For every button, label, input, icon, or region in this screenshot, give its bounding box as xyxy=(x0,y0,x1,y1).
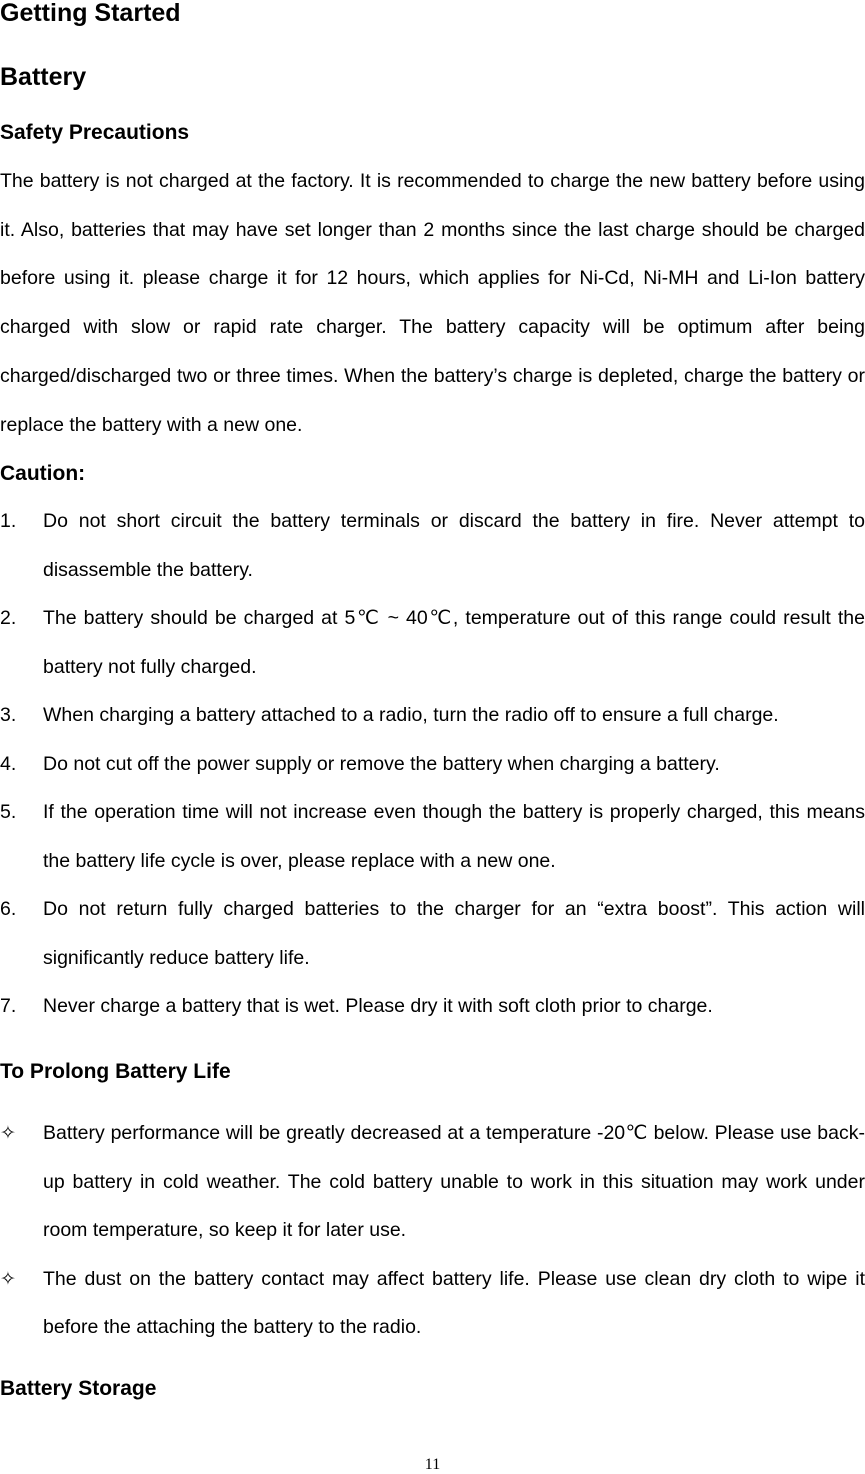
item-number: 4. xyxy=(0,752,17,775)
item-number: 2. xyxy=(0,607,17,629)
section-title: Battery xyxy=(0,63,87,91)
item-number: 1. xyxy=(0,510,17,532)
caution-list xyxy=(0,497,865,1031)
prolong-heading: To Prolong Battery Life xyxy=(0,1060,231,1083)
diamond-star-icon: ✧ xyxy=(0,1267,16,1290)
page-title: Getting Started xyxy=(0,0,181,27)
caution-heading: Caution: xyxy=(0,462,86,485)
item-text: Never charge a battery that is wet. Please dry it with soft cloth prior to charge. xyxy=(43,995,713,1017)
item-number: 6. xyxy=(0,898,17,920)
caution-item xyxy=(0,594,865,691)
prolong-item xyxy=(0,1255,865,1352)
caution-item xyxy=(0,885,865,982)
item-text: Do not short circuit the battery terminals or discard the battery in fire. Never attempt to disassemble the battery. xyxy=(43,510,865,581)
item-text: When charging a battery attached to a radio, turn the radio off to ensure a full charge. xyxy=(43,704,779,726)
item-text: Do not cut off the power supply or remove the battery when charging a battery. xyxy=(43,752,720,775)
item-number: 3. xyxy=(0,704,17,726)
item-text: Do not return fully charged batteries to the charger for an “extra boost”. This action will significantly reduce battery life. xyxy=(43,898,865,969)
item-number: 7. xyxy=(0,995,17,1017)
item-number: 5. xyxy=(0,801,17,823)
item-text: The dust on the battery contact may affect battery life. Please use clean dry cloth to wipe it before the attaching the battery to the radio. xyxy=(43,1267,865,1338)
page-number: 11 xyxy=(424,1456,441,1473)
caution-item xyxy=(0,788,865,885)
caution-item xyxy=(0,691,865,740)
item-text: Battery performance will be greatly decreased at a temperature -20℃ below. Please use back-up battery in cold weather. The cold battery unable to work in this situation may work under room temperature, so keep it for later use. xyxy=(43,1122,865,1241)
caution-item xyxy=(0,497,865,594)
safety-paragraph: The battery is not charged at the factory. It is recommended to charge the new battery before using it. Also, batteries that may have set longer than 2 months since the last charge should be charged before using it. please charge it for 12 hours, which applies for Ni-Cd, Ni-MH and Li-Ion battery charged with slow or rapid rate charger. The battery capacity will be optimum after being charged/discharged two or three times. When the battery’s charge is depleted, charge the battery or replace the battery with a new one. xyxy=(0,170,865,436)
safety-heading: Safety Precautions xyxy=(0,121,190,144)
diamond-star-icon: ✧ xyxy=(0,1122,16,1144)
caution-item xyxy=(0,740,865,789)
caution-item xyxy=(0,982,865,1031)
prolong-list xyxy=(0,1109,865,1352)
storage-heading: Battery Storage xyxy=(0,1377,157,1400)
item-text: The battery should be charged at 5℃ ~ 40℃, temperature out of this range could result the battery not fully charged. xyxy=(43,607,865,678)
item-text: If the operation time will not increase even though the battery is properly charged, this means the battery life cycle is over, please replace with a new one. xyxy=(43,801,865,872)
prolong-item xyxy=(0,1109,865,1255)
